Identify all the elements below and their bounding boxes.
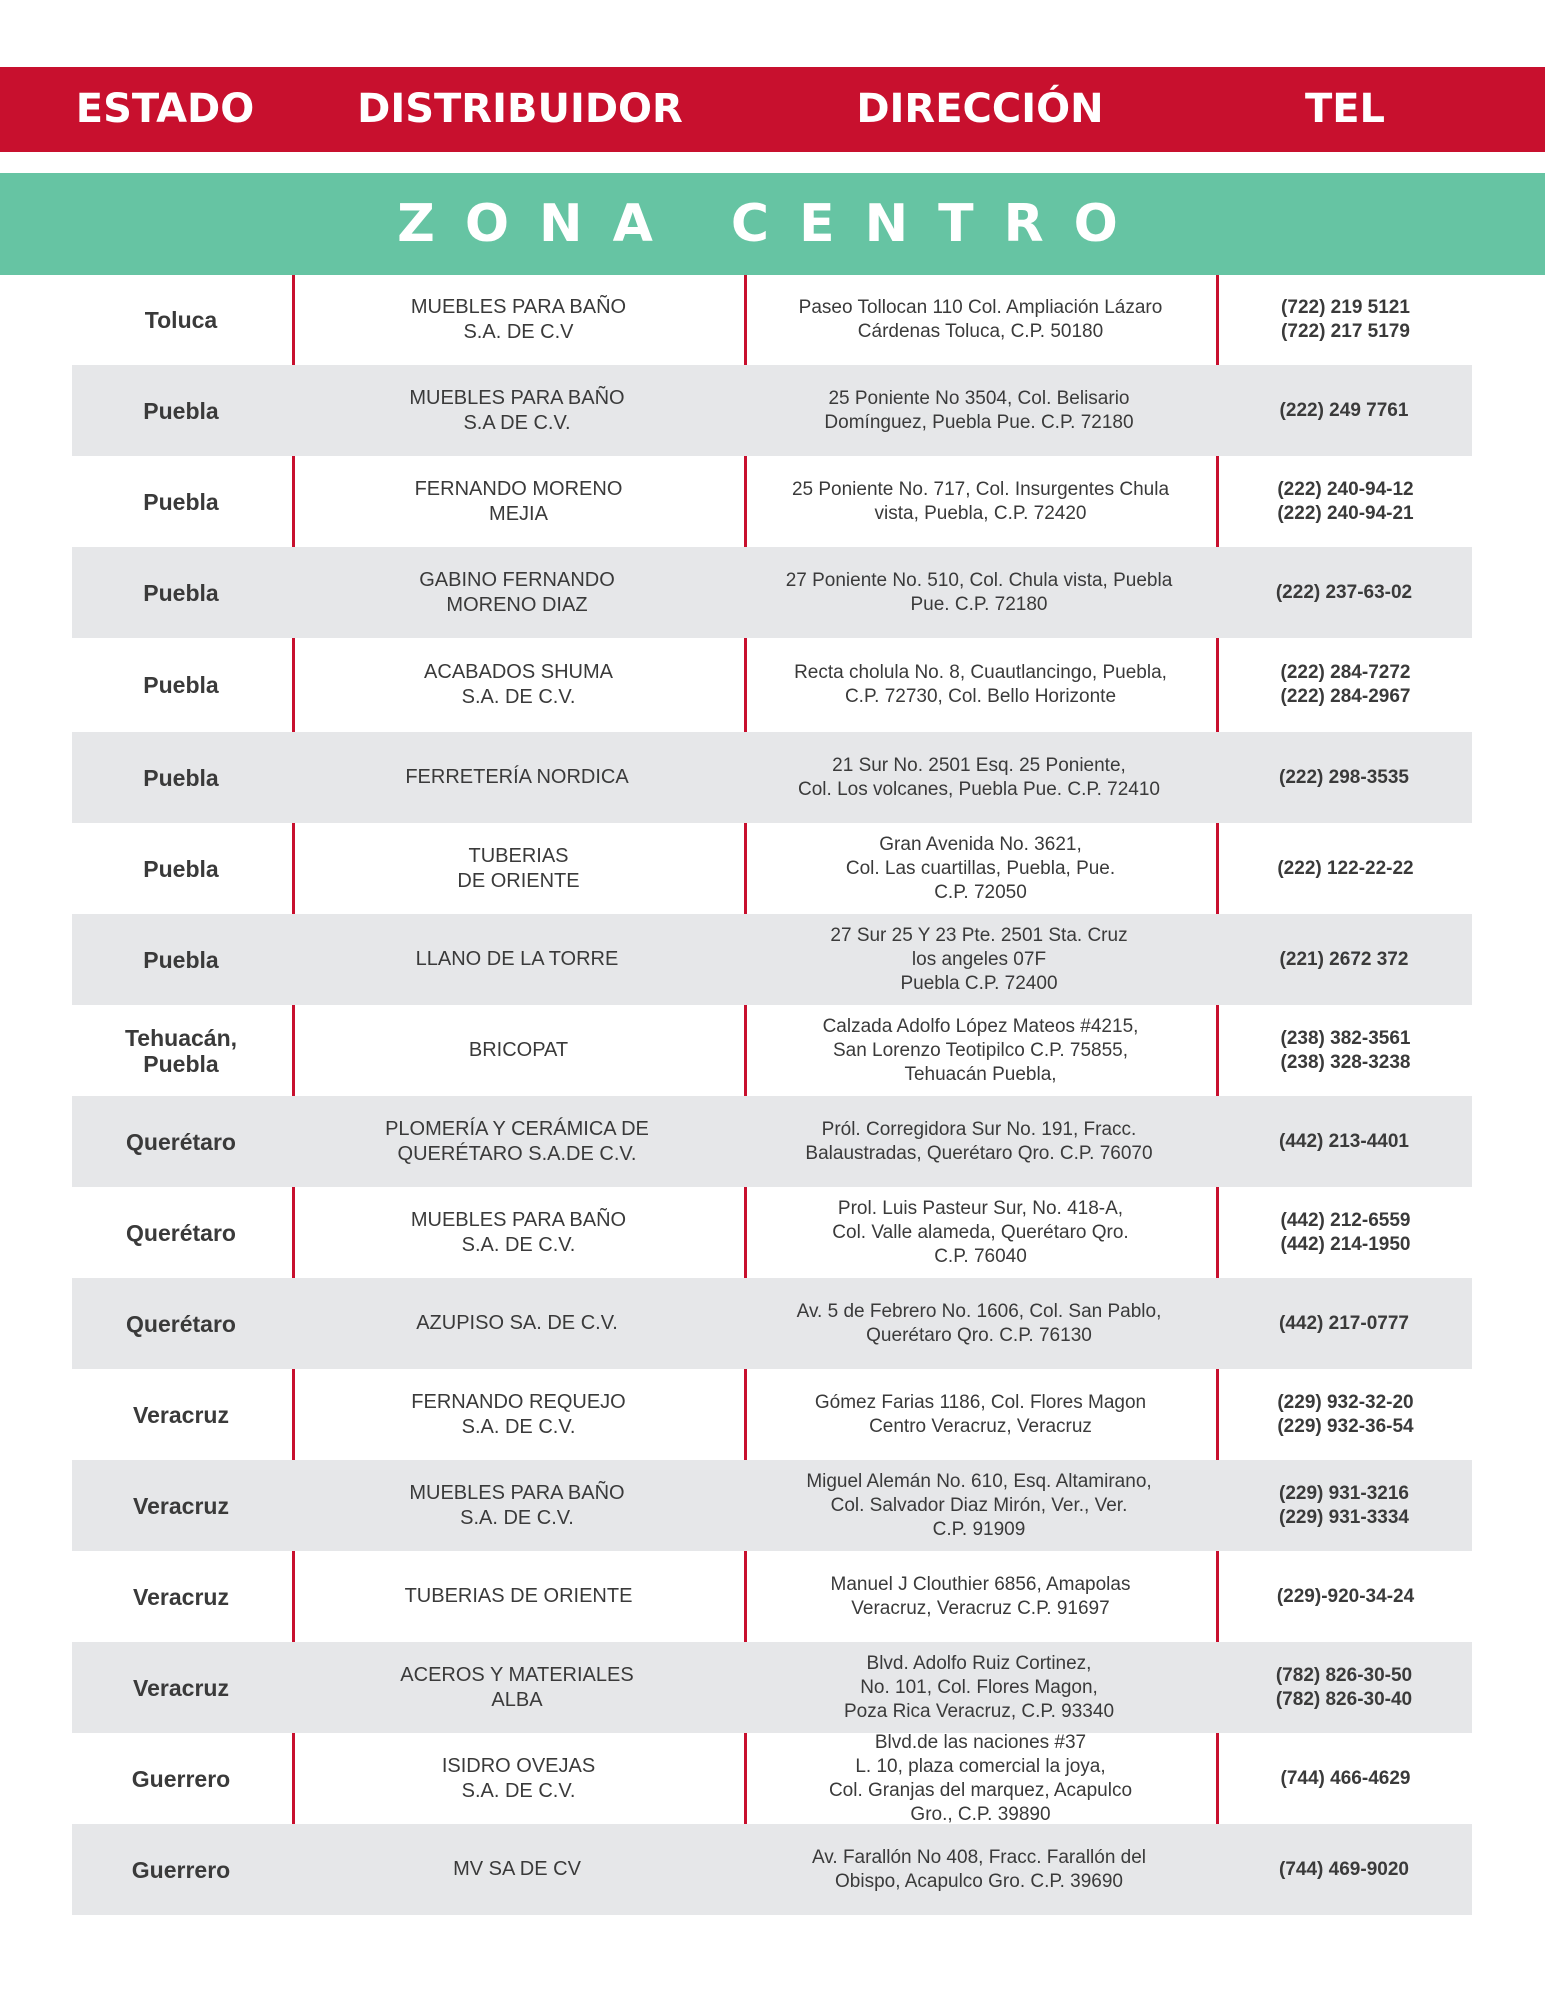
distribuidor-cell: ACEROS Y MATERIALES ALBA: [400, 1663, 634, 1711]
table-row: [72, 1551, 1472, 1642]
table-row: [72, 1278, 1472, 1369]
header-tel: TEL: [1304, 86, 1386, 132]
table-row: [72, 547, 1472, 638]
distribuidor-cell: ACABADOS SHUMA S.A. DE C.V.: [292, 638, 742, 732]
estado-cell: Puebla: [143, 672, 219, 698]
tel-cell: (222) 249 7761: [1279, 399, 1409, 421]
distribuidor-cell: PLOMERÍA Y CERÁMICA DE QUERÉTARO S.A.DE C.V.: [385, 1117, 649, 1165]
tel-cell: (442) 217-0777: [1279, 1312, 1409, 1334]
estado-cell: Veracruz: [133, 1583, 229, 1610]
table-row: [72, 1824, 1472, 1915]
table-row: [72, 1187, 1472, 1278]
estado-cell: Puebla: [143, 764, 219, 791]
distributor-table: [72, 275, 1472, 1915]
direccion-cell: Blvd.de las naciones #37 L. 10, plaza comercial la joya, Col. Granjas del marquez, Acapulco Gro., C.P. 39890: [744, 1733, 1214, 1824]
estado-cell: Guerrero: [131, 1765, 231, 1792]
distribuidor-cell: BRICOPAT: [292, 1005, 742, 1096]
estado-cell: Puebla: [143, 946, 219, 973]
direccion-cell: 25 Poniente No. 717, Col. Insurgentes Chula vista, Puebla, C.P. 72420: [744, 456, 1214, 547]
tel-cell: (782) 826-30-50 (782) 826-30-40: [1275, 1664, 1413, 1710]
estado-cell: Puebla: [143, 397, 219, 424]
table-row: [72, 823, 1472, 914]
direccion-cell: Av. Farallón No 408, Fracc. Farallón del Obispo, Acapulco Gro. C.P. 39690: [811, 1846, 1147, 1892]
estado-cell: Veracruz: [133, 1492, 229, 1519]
direccion-cell: Pról. Corregidora Sur No. 191, Fracc. Balaustradas, Querétaro Qro. C.P. 76070: [805, 1118, 1153, 1164]
distribuidor-cell: FERNANDO REQUEJO S.A. DE C.V.: [292, 1369, 742, 1460]
tel-cell: (238) 382-3561 (238) 328-3238: [1216, 1005, 1472, 1096]
direccion-cell: Paseo Tollocan 110 Col. Ampliación Lázaro Cárdenas Toluca, C.P. 50180: [744, 275, 1214, 365]
estado-cell: Toluca: [144, 307, 218, 333]
direccion-cell: Av. 5 de Febrero No. 1606, Col. San Pablo, Querétaro Qro. C.P. 76130: [796, 1300, 1162, 1346]
estado-cell: Veracruz: [133, 1401, 229, 1428]
tel-cell: (744) 466-4629: [1216, 1733, 1472, 1824]
distribuidor-cell: MUEBLES PARA BAÑO S.A. DE C.V.: [292, 1187, 742, 1278]
tel-cell: (221) 2672 372: [1279, 948, 1409, 970]
distribuidor-cell: GABINO FERNANDO MORENO DIAZ: [419, 568, 615, 616]
estado-cell: Puebla: [143, 855, 219, 882]
direccion-cell: Blvd. Adolfo Ruiz Cortinez, No. 101, Col. Flores Magon, Poza Rica Veracruz, C.P. 93340: [843, 1652, 1115, 1722]
table-row: [72, 1733, 1472, 1824]
distribuidor-cell: AZUPISO SA. DE C.V.: [416, 1312, 618, 1334]
table-row: [72, 456, 1472, 547]
direccion-cell: 21 Sur No. 2501 Esq. 25 Poniente, Col. Los volcanes, Puebla Pue. C.P. 72410: [798, 754, 1160, 800]
direccion-cell: 25 Poniente No 3504, Col. Belisario Domínguez, Puebla Pue. C.P. 72180: [824, 387, 1134, 433]
estado-cell: Guerrero: [131, 1856, 231, 1883]
table-row: [72, 1005, 1472, 1096]
table-header: [0, 67, 1545, 152]
tel-cell: (229)-920-34-24: [1216, 1551, 1472, 1642]
table-row: [72, 275, 1472, 365]
estado-cell: Querétaro: [126, 1310, 236, 1337]
distribuidor-cell: MUEBLES PARA BAÑO S.A DE C.V.: [409, 386, 625, 434]
distribuidor-cell: FERRETERÍA NORDICA: [405, 766, 629, 788]
estado-cell: Puebla: [143, 488, 219, 515]
table-row: [72, 1642, 1472, 1733]
estado-cell: Querétaro: [126, 1128, 236, 1155]
distribuidor-cell: ISIDRO OVEJAS S.A. DE C.V.: [292, 1733, 742, 1824]
direccion-cell: Miguel Alemán No. 610, Esq. Altamirano, Col. Salvador Diaz Mirón, Ver., Ver. C.P. 91909: [806, 1470, 1152, 1540]
distribuidor-cell: MUEBLES PARA BAÑO S.A. DE C.V: [292, 275, 742, 365]
table-row: [72, 1096, 1472, 1187]
table-row: [72, 1460, 1472, 1551]
distribuidor-cell: TUBERIAS DE ORIENTE: [292, 823, 742, 914]
header-distribuidor: DISTRIBUIDOR: [357, 86, 683, 132]
header-direccion: DIRECCIÓN: [856, 86, 1104, 132]
tel-cell: (222) 284-7272 (222) 284-2967: [1216, 638, 1472, 732]
tel-cell: (229) 931-3216 (229) 931-3334: [1279, 1482, 1409, 1528]
distribuidor-cell: MV SA DE CV: [453, 1858, 581, 1880]
distribuidor-cell: FERNANDO MORENO MEJIA: [292, 456, 742, 547]
tel-cell: (222) 122-22-22: [1216, 823, 1472, 914]
tel-cell: (722) 219 5121 (722) 217 5179: [1216, 275, 1472, 365]
header-estado: ESTADO: [75, 86, 255, 132]
zone-title: ZONA CENTRO: [0, 173, 1545, 275]
direccion-cell: Gran Avenida No. 3621, Col. Las cuartillas, Puebla, Pue. C.P. 72050: [744, 823, 1214, 914]
tel-cell: (442) 213-4401: [1279, 1130, 1409, 1152]
tel-cell: (229) 932-32-20 (229) 932-36-54: [1216, 1369, 1472, 1460]
tel-cell: (222) 237-63-02: [1275, 581, 1413, 603]
direccion-cell: 27 Sur 25 Y 23 Pte. 2501 Sta. Cruz los angeles 07F Puebla C.P. 72400: [830, 924, 1128, 994]
direccion-cell: Recta cholula No. 8, Cuautlancingo, Puebla, C.P. 72730, Col. Bello Horizonte: [744, 638, 1214, 732]
table-row: [72, 638, 1472, 732]
direccion-cell: 27 Poniente No. 510, Col. Chula vista, Puebla Pue. C.P. 72180: [785, 569, 1173, 615]
tel-cell: (744) 469-9020: [1279, 1858, 1409, 1880]
distribuidor-cell: MUEBLES PARA BAÑO S.A. DE C.V.: [409, 1481, 625, 1529]
direccion-cell: Manuel J Clouthier 6856, Amapolas Veracruz, Veracruz C.P. 91697: [744, 1551, 1214, 1642]
distribuidor-cell: TUBERIAS DE ORIENTE: [292, 1551, 742, 1642]
estado-cell: Tehuacán, Puebla: [124, 1024, 238, 1077]
direccion-cell: Prol. Luis Pasteur Sur, No. 418-A, Col. Valle alameda, Querétaro Qro. C.P. 76040: [744, 1187, 1214, 1278]
tel-cell: (222) 298-3535: [1279, 766, 1409, 788]
tel-cell: (442) 212-6559 (442) 214-1950: [1216, 1187, 1472, 1278]
estado-cell: Veracruz: [133, 1674, 229, 1701]
tel-cell: (222) 240-94-12 (222) 240-94-21: [1216, 456, 1472, 547]
table-row: [72, 365, 1472, 456]
table-row: [72, 732, 1472, 823]
table-row: [72, 914, 1472, 1005]
estado-cell: Querétaro: [126, 1219, 236, 1246]
distribuidor-cell: LLANO DE LA TORRE: [415, 948, 619, 970]
table-row: [72, 1369, 1472, 1460]
direccion-cell: Calzada Adolfo López Mateos #4215, San Lorenzo Teotipilco C.P. 75855, Tehuacán Puebla,: [744, 1005, 1214, 1096]
estado-cell: Puebla: [143, 579, 219, 606]
direccion-cell: Gómez Farias 1186, Col. Flores Magon Centro Veracruz, Veracruz: [744, 1369, 1214, 1460]
